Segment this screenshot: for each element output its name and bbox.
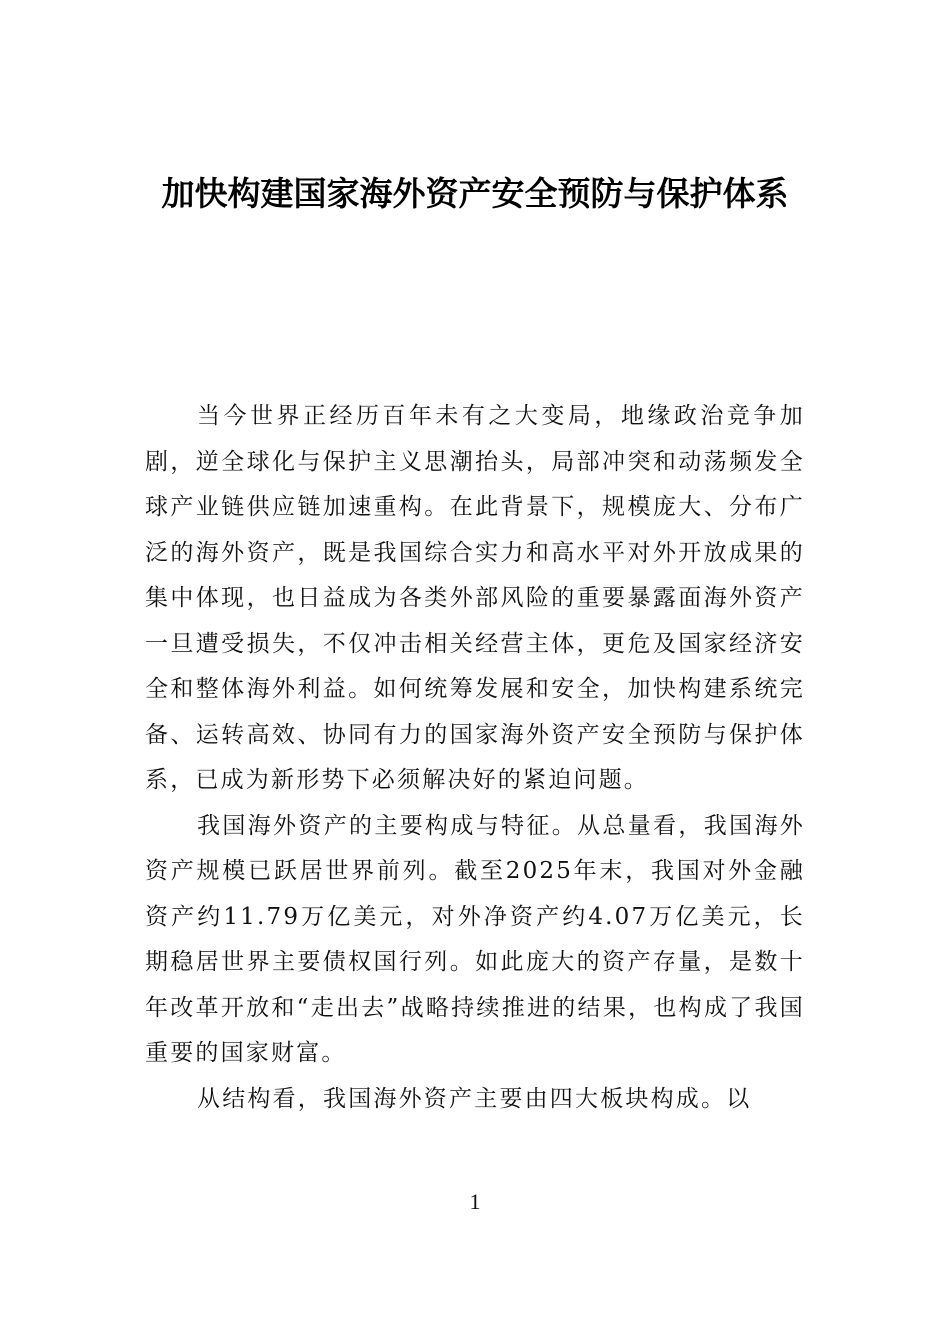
document-title: 加快构建国家海外资产安全预防与保护体系: [161, 174, 789, 213]
paragraph-intro: 当今世界正经历百年未有之大变局，地缘政治竞争加剧，逆全球化与保护主义思潮抬头，局部冲突和动荡频发全球产业链供应链加速重构。在此背景下，规模庞大、分布广泛的海外资产，既是我国综合实力和高水平对外开放成果的集中体现，也日益成为各类外部风险的重要暴露面海外资产一旦遭受损失，不仅冲击相关经营主体，更危及国家经济安全和整体海外利益。如何统筹发展和安全，加快构建系统完备、运转高效、协同有力的国家海外资产安全预防与保护体系，已成为新形势下必须解决好的紧迫问题。: [145, 403, 805, 793]
page-number: 1: [469, 1189, 481, 1214]
paragraph-composition: 我国海外资产的主要构成与特征。从总量看，我国海外资产规模已跃居世界前列。截至2025年末，我国对外金融资产约11.79万亿美元，对外净资产约4.07万亿美元，长期稳居世界主要债权国行列。如此庞大的资产存量，是数十年改革开放和“走出去”战略持续推进的结果，也构成了我国重要的国家财富。: [145, 812, 805, 1066]
paragraph-structure: 从结构看，我国海外资产主要由四大板块构成。以: [197, 1085, 752, 1112]
document-body: [145, 394, 805, 1122]
